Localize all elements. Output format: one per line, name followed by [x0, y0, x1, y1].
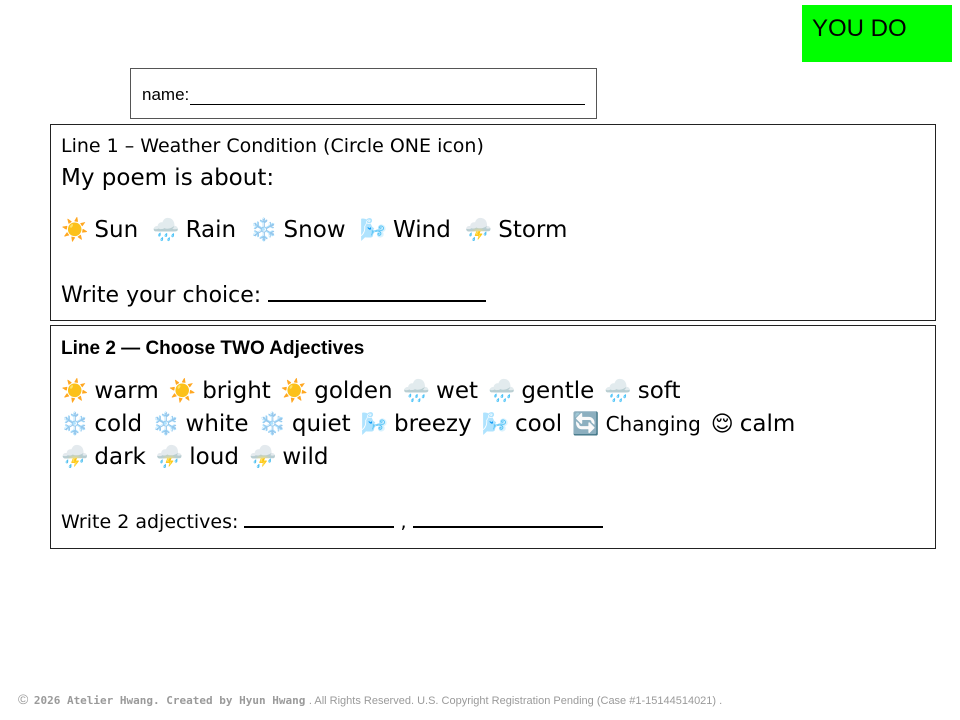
option-label: wild — [282, 444, 329, 470]
option-label: Sun — [94, 217, 139, 243]
rain-cloud-icon: 🌧️ — [152, 218, 180, 243]
option-bright[interactable] — [169, 378, 271, 404]
section2-heading: Line 2 — Choose TWO Adjectives — [61, 338, 365, 359]
rain-cloud-icon: 🌧️ — [604, 379, 632, 404]
option-changing[interactable] — [572, 411, 701, 437]
sun-icon: ☀️ — [61, 218, 89, 243]
option-label: quiet — [291, 411, 351, 437]
adjective-blank-line-1[interactable] — [244, 511, 394, 528]
weather-options-row — [61, 217, 581, 243]
option-dark[interactable] — [61, 444, 146, 470]
option-label: Snow — [283, 217, 346, 243]
option-breezy[interactable] — [361, 411, 472, 437]
option-calm[interactable] — [711, 411, 795, 437]
adjective-blank-line-2[interactable] — [413, 511, 603, 528]
option-label: breezy — [394, 411, 472, 437]
storm-cloud-icon: ⛈️ — [464, 218, 493, 243]
rain-cloud-icon: 🌧️ — [402, 379, 431, 404]
adjective-row-1 — [61, 378, 690, 404]
snowflake-icon: ❄️ — [152, 412, 180, 437]
badge-label: YOU DO — [812, 15, 907, 42]
option-gentle[interactable] — [488, 378, 594, 404]
sun-icon: ☀️ — [280, 379, 309, 404]
storm-cloud-icon: ⛈️ — [248, 445, 277, 470]
option-wet[interactable] — [403, 378, 478, 404]
adjective-separator: , — [400, 511, 407, 533]
wind-icon: 🌬️ — [360, 412, 389, 437]
name-blank-line[interactable] — [190, 87, 585, 105]
option-label: cold — [94, 411, 143, 437]
option-cold[interactable] — [61, 411, 142, 437]
option-wild[interactable] — [249, 444, 329, 470]
option-label: cool — [515, 411, 563, 437]
option-loud[interactable] — [156, 444, 239, 470]
option-storm[interactable] — [465, 217, 568, 243]
option-label: dark — [94, 444, 146, 470]
option-label: Rain — [185, 217, 237, 243]
option-label: gentle — [521, 378, 595, 404]
relieved-face-icon: 😌 — [710, 412, 734, 437]
weather-condition-section — [50, 124, 936, 321]
storm-cloud-icon: ⛈️ — [155, 445, 184, 470]
adjectives-section — [50, 325, 936, 549]
option-soft[interactable] — [604, 378, 680, 404]
option-sun[interactable] — [61, 217, 138, 243]
write-choice-label: Write your choice: — [61, 283, 262, 308]
option-label: wet — [436, 378, 479, 404]
name-label: name: — [142, 85, 190, 104]
footer — [18, 691, 722, 707]
option-quiet[interactable] — [258, 411, 350, 437]
write-adjectives-row — [61, 511, 603, 533]
snowflake-icon: ❄️ — [61, 412, 89, 437]
option-golden[interactable] — [281, 378, 393, 404]
section1-prompt: My poem is about: — [61, 165, 275, 191]
wind-icon: 🌬️ — [359, 218, 387, 243]
option-label: Storm — [498, 217, 568, 243]
option-rain[interactable] — [152, 217, 236, 243]
option-label: bright — [202, 378, 271, 404]
adjective-row-2 — [61, 411, 805, 437]
option-label: golden — [314, 378, 393, 404]
section1-heading: Line 1 – Weather Condition (Circle ONE icon) — [61, 135, 484, 157]
footer-credit: 2026 Atelier Hwang. Created by Hyun Hwang — [33, 694, 306, 707]
snowflake-icon: ❄️ — [250, 218, 278, 243]
write-adjectives-label: Write 2 adjectives: — [61, 511, 239, 533]
snowflake-icon: ❄️ — [258, 412, 286, 437]
option-wind[interactable] — [360, 217, 451, 243]
rain-cloud-icon: 🌧️ — [488, 379, 516, 404]
option-white[interactable] — [152, 411, 248, 437]
sun-icon: ☀️ — [168, 379, 197, 404]
sun-icon: ☀️ — [61, 379, 89, 404]
option-label: Changing — [605, 412, 701, 436]
copyright-symbol: © — [18, 691, 29, 707]
option-label: loud — [189, 444, 239, 470]
write-choice-row — [61, 282, 486, 308]
storm-cloud-icon: ⛈️ — [61, 445, 89, 470]
choice-blank-line[interactable] — [268, 282, 486, 302]
cycle-arrows-icon: 🔄 — [572, 412, 600, 437]
adjective-row-3 — [61, 444, 339, 470]
option-label: calm — [739, 411, 796, 437]
option-label: warm — [94, 378, 159, 404]
option-cool[interactable] — [482, 411, 563, 437]
footer-rights: . All Rights Reserved. U.S. Copyright Registration Pending (Case #1-15144514021) . — [308, 695, 723, 707]
you-do-badge — [802, 5, 952, 62]
name-field-box[interactable] — [130, 68, 597, 119]
option-warm[interactable] — [61, 378, 159, 404]
wind-icon: 🌬️ — [481, 412, 509, 437]
option-label: white — [185, 411, 249, 437]
option-label: soft — [637, 378, 681, 404]
option-label: Wind — [393, 217, 451, 243]
option-snow[interactable] — [250, 217, 345, 243]
